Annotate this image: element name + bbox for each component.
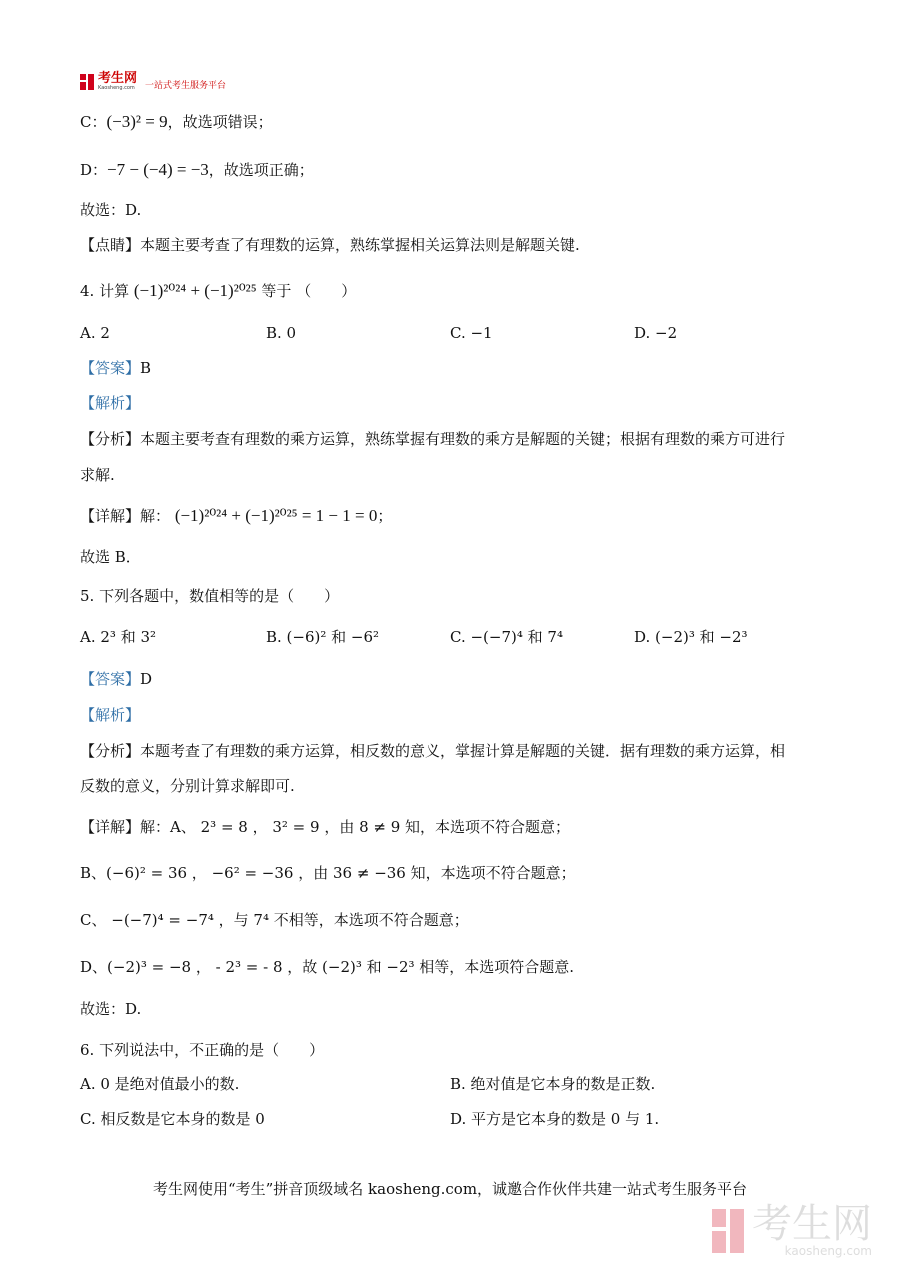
q5-detail-b: B、(−6)² = 36 ， −6² = −36 ，由 36 ≠ −36 知，本选项不符合题意；	[80, 864, 576, 882]
q4-stem	[80, 280, 356, 302]
footer-text: 考生网使用“考生”拼音顶级域名 kaosheng.com，诚邀合作伙伴共建一站式考生服务平台	[152, 1180, 748, 1198]
q5-option-d: D. (−2)³ 和 −2³	[634, 628, 748, 646]
q6-option-b: B. 绝对值是它本身的数是正数.	[450, 1075, 656, 1093]
q6-option-a: A. 0 是绝对值最小的数.	[80, 1075, 240, 1093]
choose-d-line: 故选：D.	[80, 201, 142, 219]
q5-detail-tag: 【详解】	[80, 818, 141, 836]
q5-choose: 故选：D.	[80, 1000, 142, 1018]
q6-stem: 6. 下列说法中，不正确的是（ ）	[80, 1041, 325, 1059]
watermark-name: 考生网	[752, 1201, 872, 1247]
q6-option-c: C. 相反数是它本身的数是 0	[80, 1110, 265, 1128]
q4-fenxi-line2: 求解.	[80, 466, 115, 484]
watermark-domain: kaosheng.com	[784, 1244, 872, 1258]
q4-choose: 故选 B．	[80, 548, 141, 566]
q4-detail-math: (−1)²⁰²⁴ + (−1)²⁰²⁵ = 1 − 1 = 0	[174, 506, 378, 525]
q5-detail-a	[80, 816, 570, 838]
q4-stem-end: 等于 （ ）	[256, 282, 357, 300]
q5-option-c: C. −(−7)⁴ 和 7⁴	[450, 628, 563, 646]
q4-detail-end: ；	[377, 507, 393, 525]
q4-detail-prefix: 解：	[140, 507, 171, 525]
line-c-text: ，故选项错误；	[167, 113, 273, 131]
watermark-logo-icon	[712, 1209, 746, 1253]
q4-fenxi-line1	[80, 428, 785, 450]
q4-expr: (−1)²⁰²⁴ + (−1)²⁰²⁵	[133, 281, 257, 300]
q4-analysis-tag: 【解析】	[80, 394, 141, 412]
q4-fenxi-tag: 【分析】	[80, 430, 141, 448]
line-d-math: −7 − (−4) = −3	[107, 160, 209, 179]
logo-slogan: 一站式考生服务平台	[145, 81, 227, 91]
q5-stem: 5. 下列各题中，数值相等的是（ ）	[80, 587, 340, 605]
q4-answer	[80, 357, 151, 379]
q5-fenxi-line1	[80, 740, 785, 762]
logo-domain: Kaosheng.com	[98, 84, 135, 91]
line-d-label: D：	[80, 161, 108, 179]
header-logo	[80, 72, 226, 91]
line-c-math: (−3)² = 9	[106, 112, 168, 131]
q4-answer-value: B	[140, 359, 152, 377]
q4-option-b: B. 0	[266, 324, 297, 342]
q5-fenxi-tag: 【分析】	[80, 742, 141, 760]
line-d	[80, 159, 314, 181]
line-d-text: ，故选项正确；	[208, 161, 314, 179]
q5-detail-c: C、 −(−7)⁴ = −7⁴ ，与 7⁴ 不相等，本选项不符合题意；	[80, 911, 469, 929]
q5-option-a: A. 2³ 和 3²	[80, 628, 157, 646]
point-line	[80, 234, 580, 256]
q5-fenxi-text1: 本题考查了有理数的乘方运算，相反数的意义，掌握计算是解题的关键．据有理数的乘方运算，相	[140, 742, 786, 760]
q5-answer-tag: 【答案】	[80, 670, 141, 688]
watermark	[712, 1201, 872, 1258]
point-text: 本题主要考查了有理数的运算，熟练掌握相关运算法则是解题关键.	[140, 236, 580, 254]
q5-analysis-tag: 【解析】	[80, 706, 141, 724]
q5-fenxi-line2: 反数的意义，分别计算求解即可.	[80, 777, 295, 795]
q4-option-a: A. 2	[80, 324, 110, 342]
q4-detail	[80, 505, 392, 527]
q4-detail-tag: 【详解】	[80, 507, 141, 525]
q5-answer-value: D	[140, 670, 153, 688]
logo-name: 考生网	[98, 70, 138, 86]
point-tag: 【点睛】	[80, 236, 141, 254]
line-c-label: C：	[80, 113, 107, 131]
q4-option-c: C. −1	[450, 324, 493, 342]
q5-answer	[80, 668, 152, 690]
q4-fenxi-text1: 本题主要考查有理数的乘方运算，熟练掌握有理数的乘方是解题的关键；根据有理数的乘方可进行	[140, 430, 786, 448]
q4-answer-tag: 【答案】	[80, 359, 141, 377]
logo-mark-icon	[80, 74, 94, 90]
q5-detail-a-text: 解：A、 2³ = 8 ， 3² = 9 ，由 8 ≠ 9 知，本选项不符合题意；	[140, 818, 571, 836]
q5-detail-d: D、(−2)³ = −8 ， - 2³ = - 8 ，故 (−2)³ 和 −2³ 相等，本选项符合题意.	[80, 958, 575, 976]
q4-num: 4. 计算	[80, 282, 130, 300]
q4-option-d: D. −2	[634, 324, 678, 342]
q6-option-d: D. 平方是它本身的数是 0 与 1.	[450, 1110, 660, 1128]
line-c	[80, 111, 273, 133]
q5-option-b: B. (−6)² 和 −6²	[266, 628, 380, 646]
